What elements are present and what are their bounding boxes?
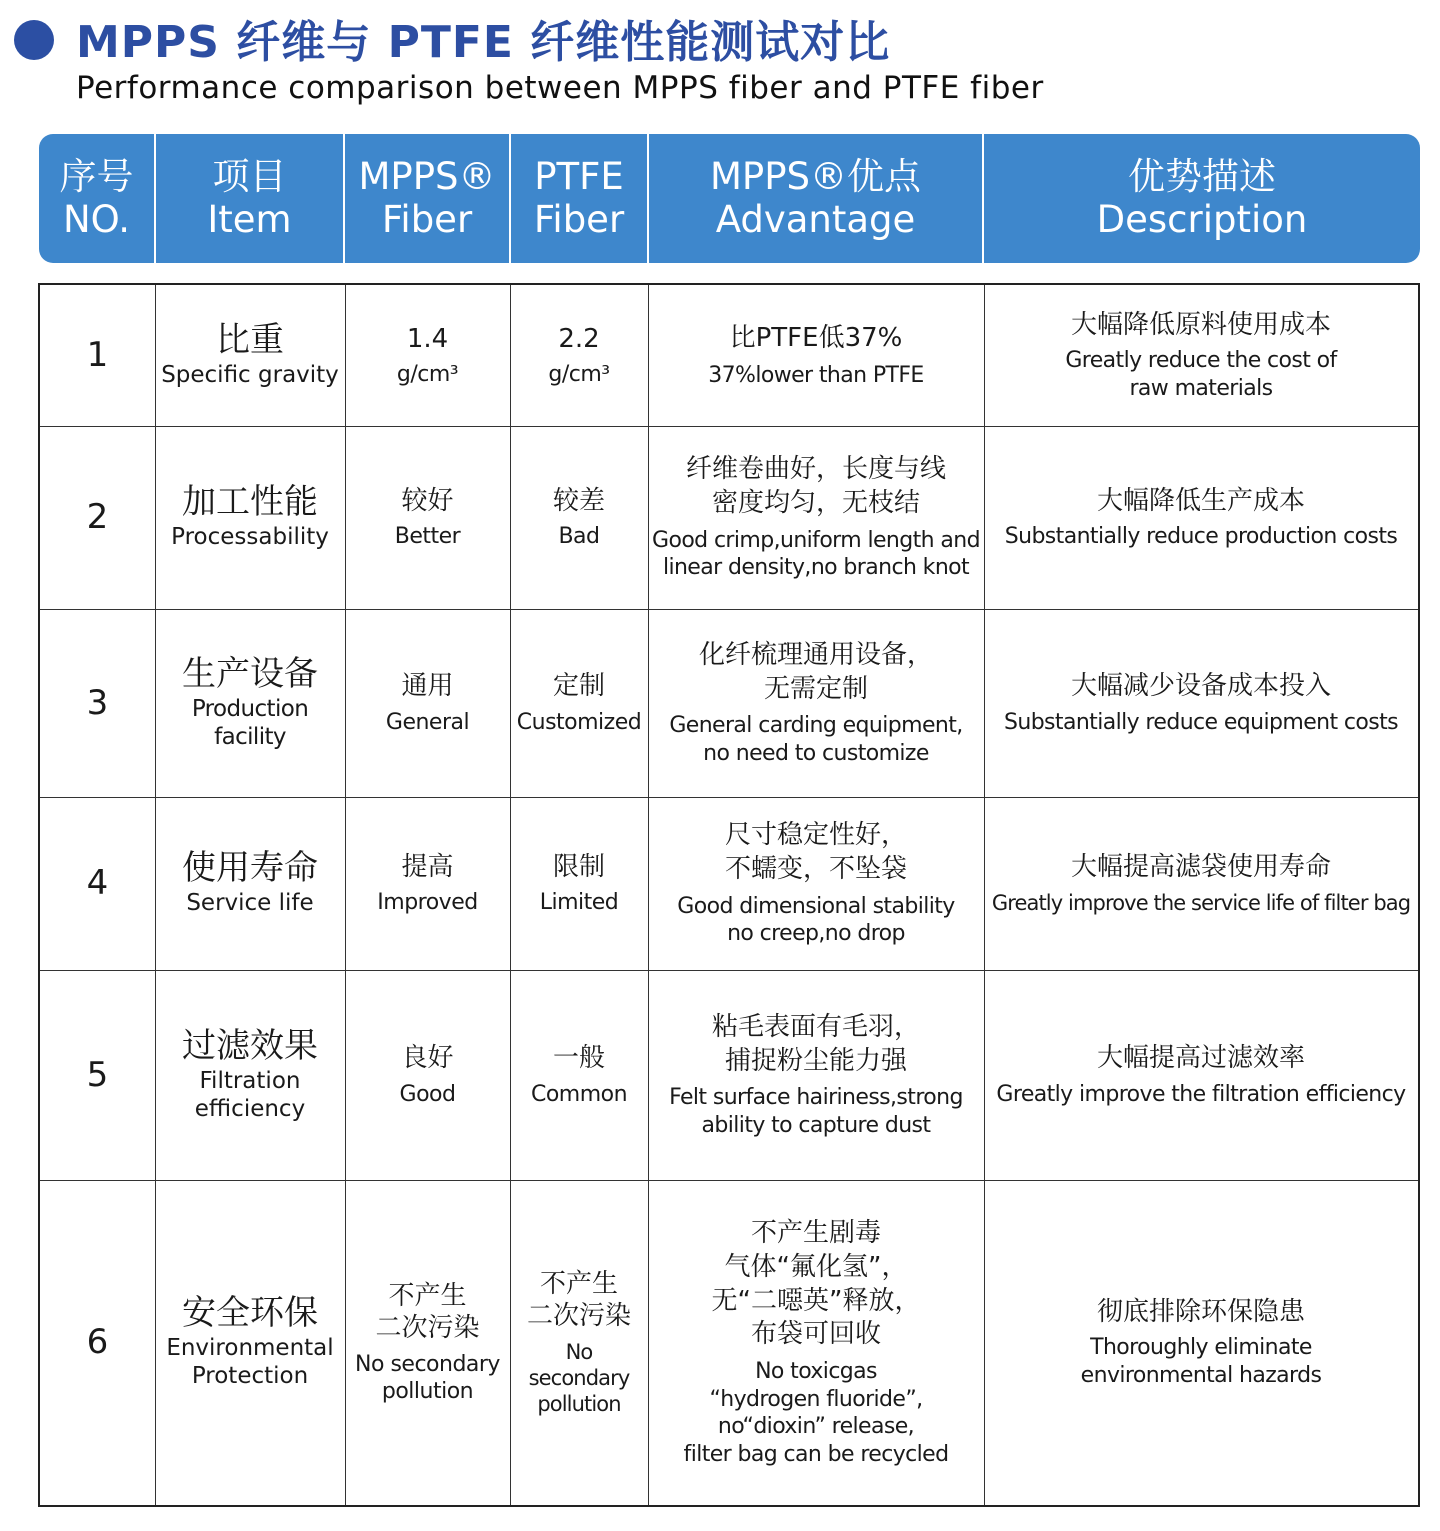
item-cell — [155, 426, 345, 609]
mpps-cell — [345, 609, 510, 797]
mpps-value-en: No secondary pollution — [355, 1351, 500, 1404]
item-cell — [155, 797, 345, 970]
title-row — [14, 8, 890, 68]
mpps-value-cn: 通用 — [401, 671, 454, 701]
bullet-dot-icon — [14, 20, 54, 60]
advantage-cell — [648, 426, 984, 609]
row-number-cell — [40, 970, 155, 1180]
description-cell — [984, 609, 1418, 797]
item-cell — [155, 970, 345, 1180]
description-cn: 彻底排除环保隐患 — [1096, 1296, 1305, 1327]
ptfe-value-en: Bad — [558, 524, 600, 549]
ptfe-value-en: No secondary pollution — [528, 1339, 630, 1417]
ptfe-cell — [510, 609, 648, 797]
description-en: Greatly improve the filtration efficiency — [996, 1081, 1406, 1107]
advantage-cn: 不产生剧毒 气体“氟化氢”， 无“二噁英”释放， 布袋可回收 — [711, 1217, 921, 1350]
description-cell — [984, 285, 1418, 426]
table-header — [39, 134, 1420, 263]
description-en: Substantially reduce production costs — [1004, 524, 1398, 549]
advantage-en: 37%lower than PTFE — [708, 362, 924, 388]
ptfe-value-en: g/cm³ — [548, 362, 610, 387]
row-number: 2 — [86, 497, 109, 538]
description-en: Greatly reduce the cost of raw materials — [1065, 348, 1337, 401]
header-item-cn: 项目 — [212, 154, 287, 198]
row-number: 1 — [86, 335, 109, 376]
row-number-cell — [40, 1180, 155, 1505]
ptfe-cell — [510, 797, 648, 970]
item-cell — [155, 285, 345, 426]
ptfe-value-cn: 一般 — [552, 1043, 605, 1073]
ptfe-cell — [510, 970, 648, 1180]
row-number: 5 — [86, 1054, 109, 1095]
ptfe-cell — [510, 285, 648, 426]
header-description-cn: 优势描述 — [1128, 154, 1276, 198]
advantage-en: Felt surface hairiness,strong ability to capture dust — [669, 1085, 963, 1138]
header-no-cn: 序号 — [59, 154, 134, 198]
item-cn: 安全环保 — [182, 1293, 318, 1334]
item-en: Environmental Protection — [166, 1335, 334, 1390]
header-mpps — [345, 134, 511, 263]
mpps-value-en: General — [385, 709, 470, 735]
item-cn: 使用寿命 — [182, 848, 318, 889]
mpps-value-cn: 良好 — [401, 1043, 454, 1073]
advantage-en: General carding equipment, no need to customize — [669, 713, 963, 766]
row-number: 4 — [86, 863, 109, 904]
mpps-value-cn: 1.4 — [406, 323, 449, 354]
row-number: 6 — [86, 1322, 109, 1363]
ptfe-value-cn: 不产生 二次污染 — [526, 1268, 631, 1332]
header-advantage-cn: MPPS®优点 — [709, 154, 922, 198]
mpps-value-en: Improved — [377, 890, 478, 915]
item-en: Production facility — [191, 695, 309, 750]
header-description-en: Description — [1096, 197, 1308, 241]
advantage-en: Good crimp,uniform length and linear density,no branch knot — [652, 527, 980, 581]
mpps-cell — [345, 1180, 510, 1505]
header-ptfe — [511, 134, 649, 263]
advantage-cell — [648, 797, 984, 970]
advantage-cell — [648, 609, 984, 797]
ptfe-value-en: Limited — [539, 890, 619, 915]
mpps-cell — [345, 797, 510, 970]
ptfe-cell — [510, 1180, 648, 1505]
item-en: Service life — [186, 890, 314, 917]
mpps-value-en: Better — [394, 524, 461, 549]
ptfe-value-en: Customized — [516, 709, 642, 735]
advantage-cn: 粘毛表面有毛羽， 捕捉粉尘能力强 — [711, 1011, 920, 1076]
description-cell — [984, 1180, 1418, 1505]
row-number-cell — [40, 426, 155, 609]
mpps-value-en: g/cm³ — [396, 362, 459, 387]
advantage-cn: 比PTFE低37% — [729, 322, 903, 353]
description-en: Substantially reduce equipment costs — [1003, 709, 1399, 735]
description-cn: 大幅提高过滤效率 — [1096, 1043, 1305, 1073]
comparison-table — [38, 283, 1420, 1507]
advantage-cn: 化纤梳理通用设备， 无需定制 — [698, 639, 933, 704]
item-cn: 加工性能 — [182, 482, 318, 523]
item-en: Processability — [171, 524, 329, 551]
item-en: Filtration efficiency — [194, 1067, 306, 1122]
description-cn: 大幅减少设备成本投入 — [1070, 671, 1331, 701]
header-ptfe-name: PTFE — [534, 154, 624, 198]
header-description — [984, 134, 1420, 263]
item-cell — [155, 609, 345, 797]
item-cell — [155, 1180, 345, 1505]
row-number-cell — [40, 797, 155, 970]
header-no-en: NO. — [62, 197, 131, 241]
description-cell — [984, 797, 1418, 970]
item-cn: 生产设备 — [182, 653, 318, 694]
advantage-en: No toxicgas “hydrogen fluoride”, no“dioxin” release, filter bag can be recycled — [683, 1359, 949, 1467]
description-cell — [984, 426, 1418, 609]
ptfe-value-cn: 较差 — [552, 485, 605, 516]
header-advantage-en: Advantage — [715, 197, 916, 241]
advantage-cell — [648, 285, 984, 426]
description-cell — [984, 970, 1418, 1180]
mpps-cell — [345, 285, 510, 426]
description-cn: 大幅降低原料使用成本 — [1070, 309, 1331, 340]
advantage-en: Good dimensional stability no creep,no drop — [677, 893, 955, 947]
row-number: 3 — [86, 682, 109, 723]
mpps-value-cn: 较好 — [401, 485, 454, 516]
mpps-value-cn: 提高 — [401, 851, 454, 882]
header-item-en: Item — [207, 197, 292, 241]
advantage-cell — [648, 1180, 984, 1505]
mpps-cell — [345, 426, 510, 609]
page-subtitle: Performance comparison between MPPS fiber and PTFE fiber — [76, 70, 1044, 106]
advantage-cn: 纤维卷曲好，长度与线 密度均匀，无枝结 — [685, 454, 946, 518]
item-cn: 比重 — [216, 320, 284, 361]
description-en: Greatly improve the service life of filter bag — [991, 890, 1411, 915]
header-mpps-name: MPPS® — [358, 154, 496, 198]
header-ptfe-fiber: Fiber — [533, 197, 625, 241]
ptfe-cell — [510, 426, 648, 609]
ptfe-value-cn: 2.2 — [558, 323, 600, 354]
description-cn: 大幅提高滤袋使用寿命 — [1070, 852, 1331, 883]
header-mpps-fiber: Fiber — [381, 197, 473, 241]
header-no — [39, 134, 156, 263]
mpps-value-en: Good — [399, 1081, 456, 1107]
item-en: Specific gravity — [161, 362, 339, 389]
advantage-cn: 尺寸稳定性好， 不蠕变，不坠袋 — [724, 820, 907, 884]
page-title: MPPS 纤维与 PTFE 纤维性能测试对比 — [76, 17, 891, 68]
header-advantage — [649, 134, 984, 263]
row-number-cell — [40, 285, 155, 426]
mpps-cell — [345, 970, 510, 1180]
ptfe-value-cn: 定制 — [552, 671, 605, 701]
description-en: Thoroughly eliminate environmental hazards — [1080, 1335, 1322, 1388]
description-cn: 大幅降低生产成本 — [1096, 485, 1305, 516]
row-number-cell — [40, 609, 155, 797]
header-item — [156, 134, 345, 263]
ptfe-value-cn: 限制 — [552, 851, 605, 882]
advantage-cell — [648, 970, 984, 1180]
mpps-value-cn: 不产生 二次污染 — [375, 1280, 480, 1343]
ptfe-value-en: Common — [530, 1081, 628, 1107]
item-cn: 过滤效果 — [182, 1025, 318, 1066]
